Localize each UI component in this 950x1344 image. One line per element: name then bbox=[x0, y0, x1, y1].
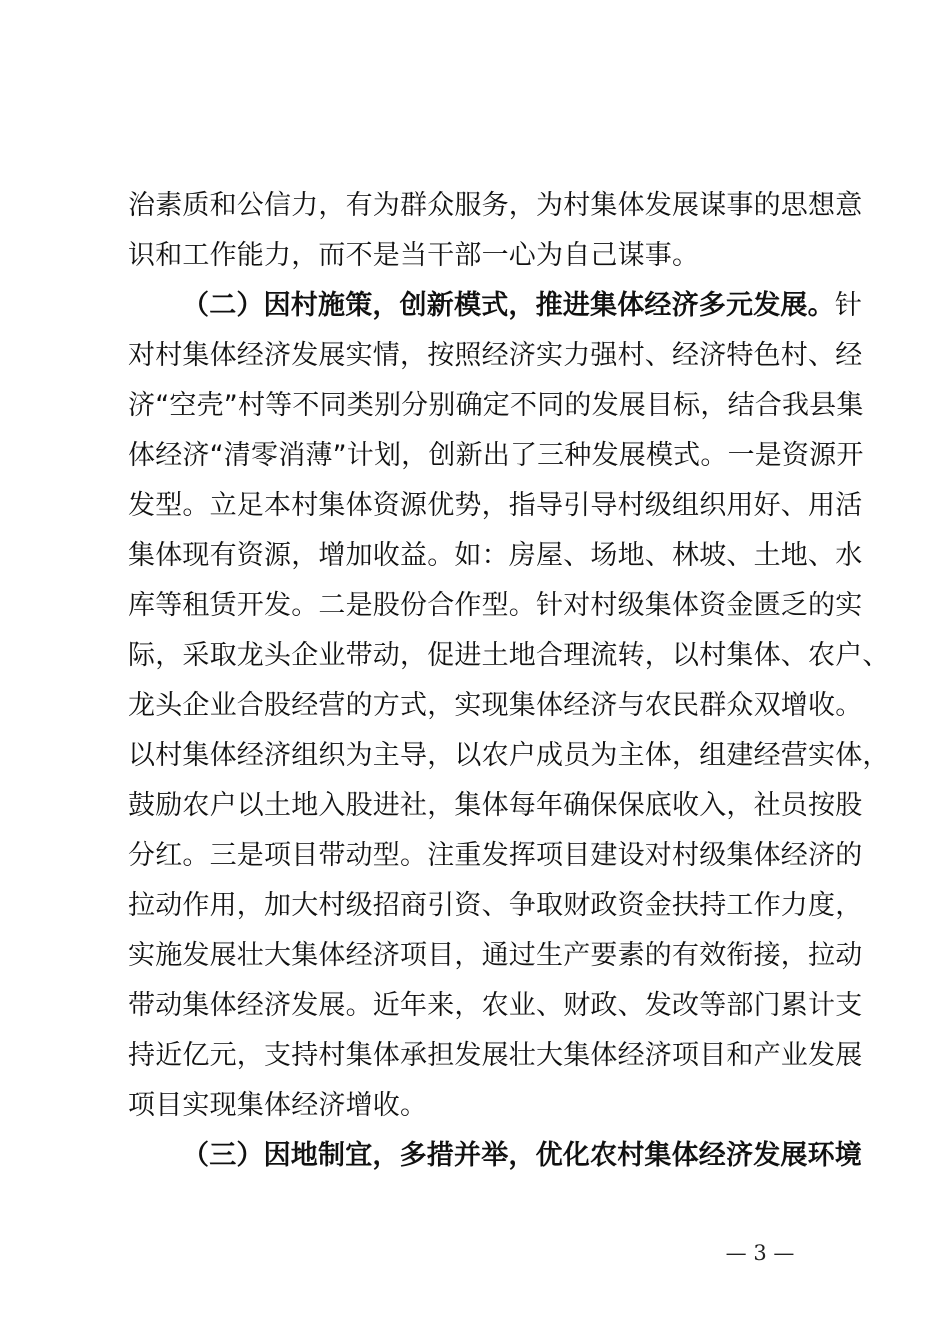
section-two-paragraph-start bbox=[182, 286, 862, 326]
paragraph-line: 鼓励农户以土地入股进社，集体每年确保保底收入，社员按股 bbox=[128, 790, 863, 821]
paragraph-line: 带动集体经济发展。近年来，农业、财政、发改等部门累计支 bbox=[128, 990, 863, 1021]
paragraph-line: 持近亿元，支持村集体承担发展壮大集体经济项目和产业发展 bbox=[128, 1040, 863, 1071]
section-two-heading: （二）因村施策，创新模式，推进集体经济多元发展。 bbox=[182, 290, 835, 321]
paragraph-line: 发型。立足本村集体资源优势，指导引导村级组织用好、用活 bbox=[128, 490, 863, 521]
paragraph-line: 济“空壳”村等不同类别分别确定不同的发展目标，结合我县集 bbox=[128, 390, 864, 421]
paragraph-line: 集体现有资源，增加收益。如：房屋、场地、林坡、土地、水 bbox=[128, 540, 863, 571]
paragraph-line: 体经济“清零消薄”计划，创新出了三种发展模式。一是资源开 bbox=[128, 440, 864, 471]
paragraph-line: 分红。三是项目带动型。注重发挥项目建设对村级集体经济的 bbox=[128, 840, 863, 871]
paragraph-line: 对村集体经济发展实情，按照经济实力强村、经济特色村、经 bbox=[128, 340, 863, 371]
paragraph-line: 项目实现集体经济增收。 bbox=[128, 1090, 428, 1121]
paragraph-line: 龙头企业合股经营的方式，实现集体经济与农民群众双增收。 bbox=[128, 690, 863, 721]
paragraph-line: 际，采取龙头企业带动，促进土地合理流转，以村集体、农户、 bbox=[128, 640, 890, 671]
section-two-lead-text: 针 bbox=[834, 290, 863, 321]
paragraph-line: 拉动作用，加大村级招商引资、争取财政资金扶持工作力度， bbox=[128, 890, 863, 921]
paragraph-line: 库等租赁开发。二是股份合作型。针对村级集体资金匮乏的实 bbox=[128, 590, 863, 621]
paragraph-line: 以村集体经济组织为主导，以农户成员为主体，组建经营实体， bbox=[128, 740, 890, 771]
section-three-heading: （三）因地制宜，多措并举，优化农村集体经济发展环境 bbox=[182, 1140, 862, 1171]
paragraph-line: 识和工作能力，而不是当干部一心为自己谋事。 bbox=[128, 240, 700, 271]
page-number: — 3 — bbox=[725, 1241, 795, 1265]
paragraph-line: 实施发展壮大集体经济项目，通过生产要素的有效衔接，拉动 bbox=[128, 940, 863, 971]
paragraph-line: 治素质和公信力，有为群众服务，为村集体发展谋事的思想意 bbox=[128, 190, 863, 221]
